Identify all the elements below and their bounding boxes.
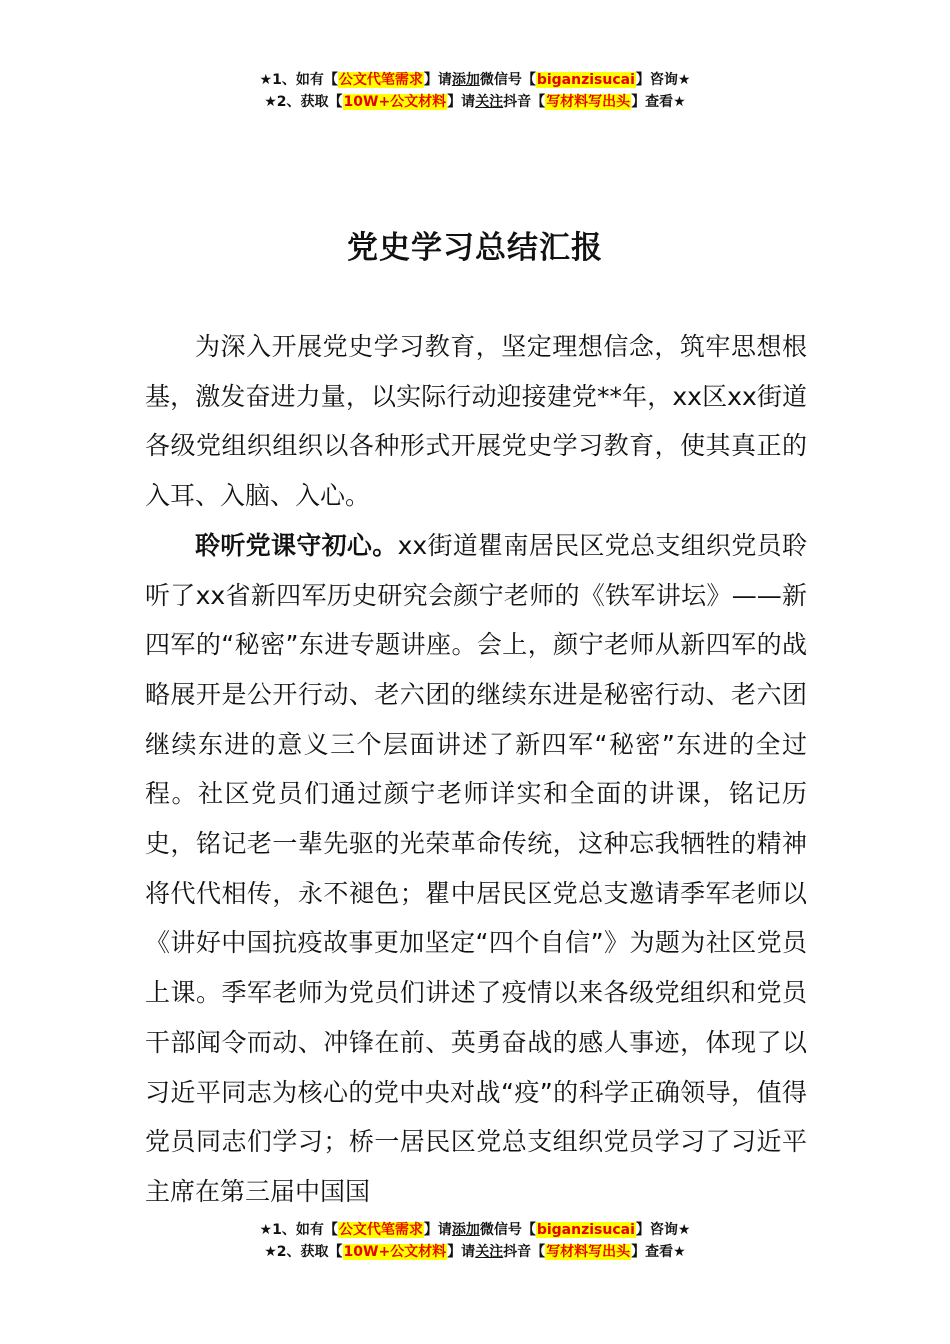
highlight-text: 公文代笔需求	[338, 72, 423, 88]
paragraph-intro: 为深入开展党史学习教育，坚定理想信念，筑牢思想根基，激发奋进力量，以实际行动迎接建党**年，xx区xx街道各级党组织组织以各种形式开展党史学习教育，使其真正的入耳、入脑、入心。	[145, 332, 807, 511]
document-title: 党史学习总结汇报	[347, 230, 603, 266]
highlight-text: biganzisucai	[536, 1222, 635, 1238]
promo-banner-bottom	[0, 1219, 950, 1263]
promo-line-1: ★1、如有【公文代笔需求】请添加微信号【biganzisucai】咨询★	[259, 72, 691, 88]
promo-line-1: ★1、如有【公文代笔需求】请添加微信号【biganzisucai】咨询★	[259, 1222, 691, 1238]
document-body	[145, 322, 807, 1217]
highlight-text: 10W+公文材料	[343, 94, 447, 110]
promo-banner-top	[0, 69, 950, 113]
highlight-text: biganzisucai	[536, 72, 635, 88]
highlight-text: 写材料写出头	[546, 1244, 631, 1260]
paragraph-party-lecture: 聆听党课守初心。xx街道瞿南居民区党总支组织党员聆听了xx省新四军历史研究会颜宁老师的《铁军讲坛》——新四军的“秘密”东进专题讲座。会上，颜宁老师从新四军的战略展开是公开行动、老六团的继续东进是秘密行动、老六团继续东进的意义三个层面讲述了新四军“秘密”东进的全过程。社区党员们通过颜宁老师详实和全面的讲课，铭记历史，铭记老一辈先驱的光荣革命传统，这种忘我牺牲的精神将代代相传，永不褪色；瞿中居民区党总支邀请季军老师以《讲好中国抗疫故事更加坚定“四个自信”》为题为社区党员上课。季军老师为党员们讲述了疫情以来各级党组织和党员干部闻令而动、冲锋在前、英勇奋战的感人事迹，体现了以习近平同志为核心的党中央对战“疫”的科学正确领导，值得党员同志们学习；桥一居民区党总支组织党员学习了习近平主席在第三届中国国	[145, 530, 807, 1206]
highlight-text: 公文代笔需求	[338, 1222, 423, 1238]
section-heading: 聆听党课守初心。	[195, 530, 398, 560]
promo-line-2: ★2、获取【10W+公文材料】请关注抖音【写材料写出头】查看★	[264, 94, 686, 110]
highlight-text: 10W+公文材料	[343, 1244, 447, 1260]
highlight-text: 写材料写出头	[546, 94, 631, 110]
promo-line-2: ★2、获取【10W+公文材料】请关注抖音【写材料写出头】查看★	[264, 1244, 686, 1260]
